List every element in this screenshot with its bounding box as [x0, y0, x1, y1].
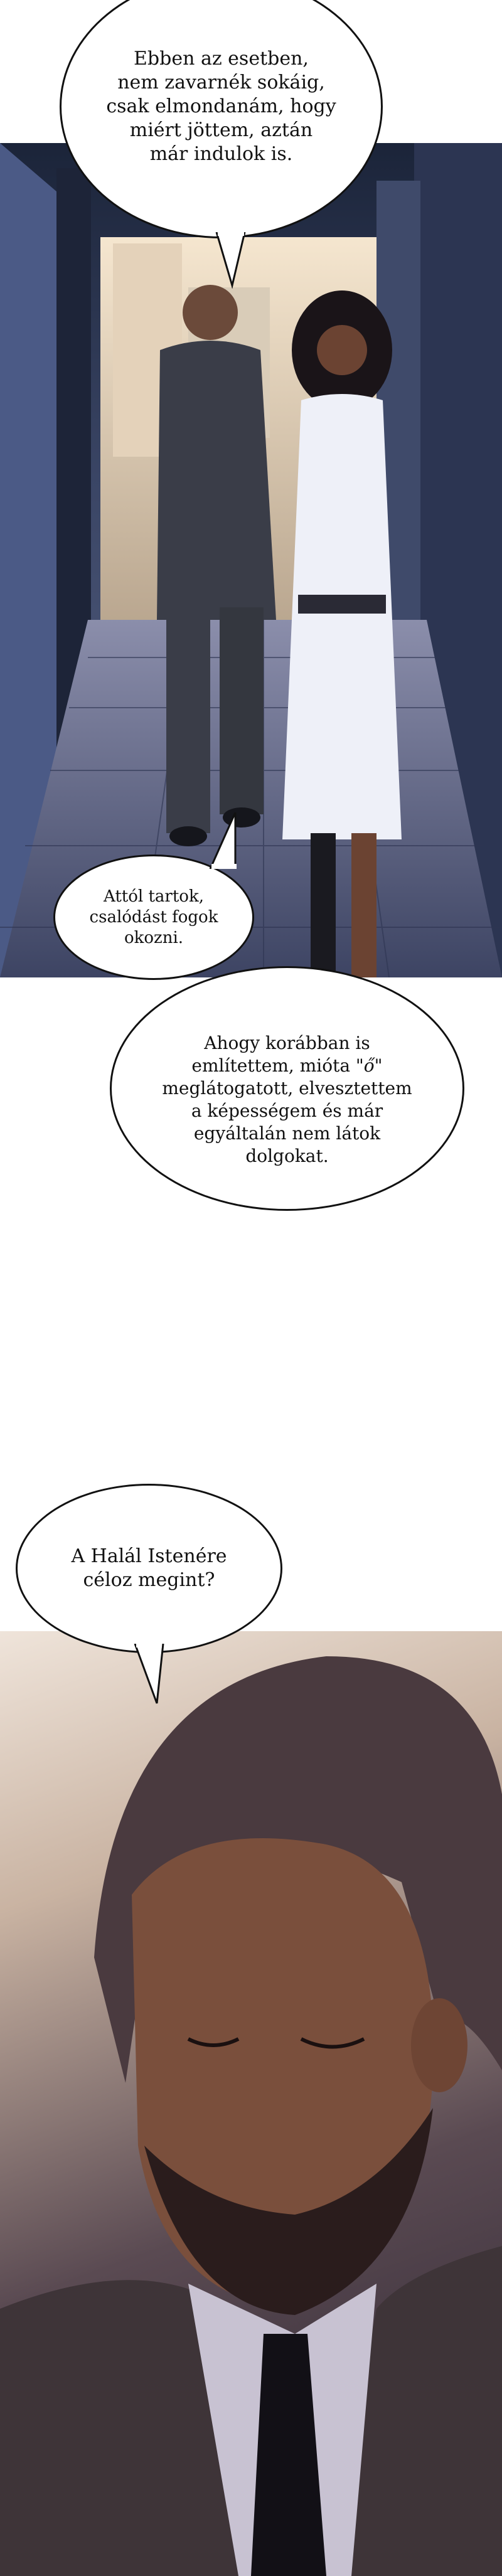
speech-bubble-3-text-a: Ahogy korábban is említettem, mióta [191, 1033, 370, 1076]
speech-bubble-1-tail [213, 232, 251, 289]
portrait-panel [0, 1631, 502, 2576]
speech-bubble-4 [16, 1484, 282, 1653]
speech-bubble-2 [53, 854, 254, 980]
speech-bubble-3-text-b: meglátogatott, elvesztettem a képességem és már egyáltalán nem látok dolgokat. [162, 1078, 412, 1166]
speech-bubble-4-text: A Halál Istenére céloz megint? [71, 1545, 227, 1591]
speech-bubble-2-tail [207, 812, 245, 869]
hallway-scene [0, 143, 502, 977]
speech-bubble-2-text: Attól tartok, csalódást fogok okozni. [89, 886, 218, 947]
speech-bubble-3 [110, 966, 464, 1211]
speech-bubble-3-quote: "ő" [355, 1055, 383, 1076]
hallway-panel [0, 143, 502, 977]
speech-bubble-1-text: Ebben az esetben, nem zavarnék sokáig, csak elmondanám, hogy miért jöttem, aztán már indulok is. [106, 48, 336, 165]
portrait-scene [0, 1631, 502, 2576]
speech-bubble-3-text [162, 1009, 412, 1168]
speech-bubble-4-tail [132, 1644, 169, 1706]
